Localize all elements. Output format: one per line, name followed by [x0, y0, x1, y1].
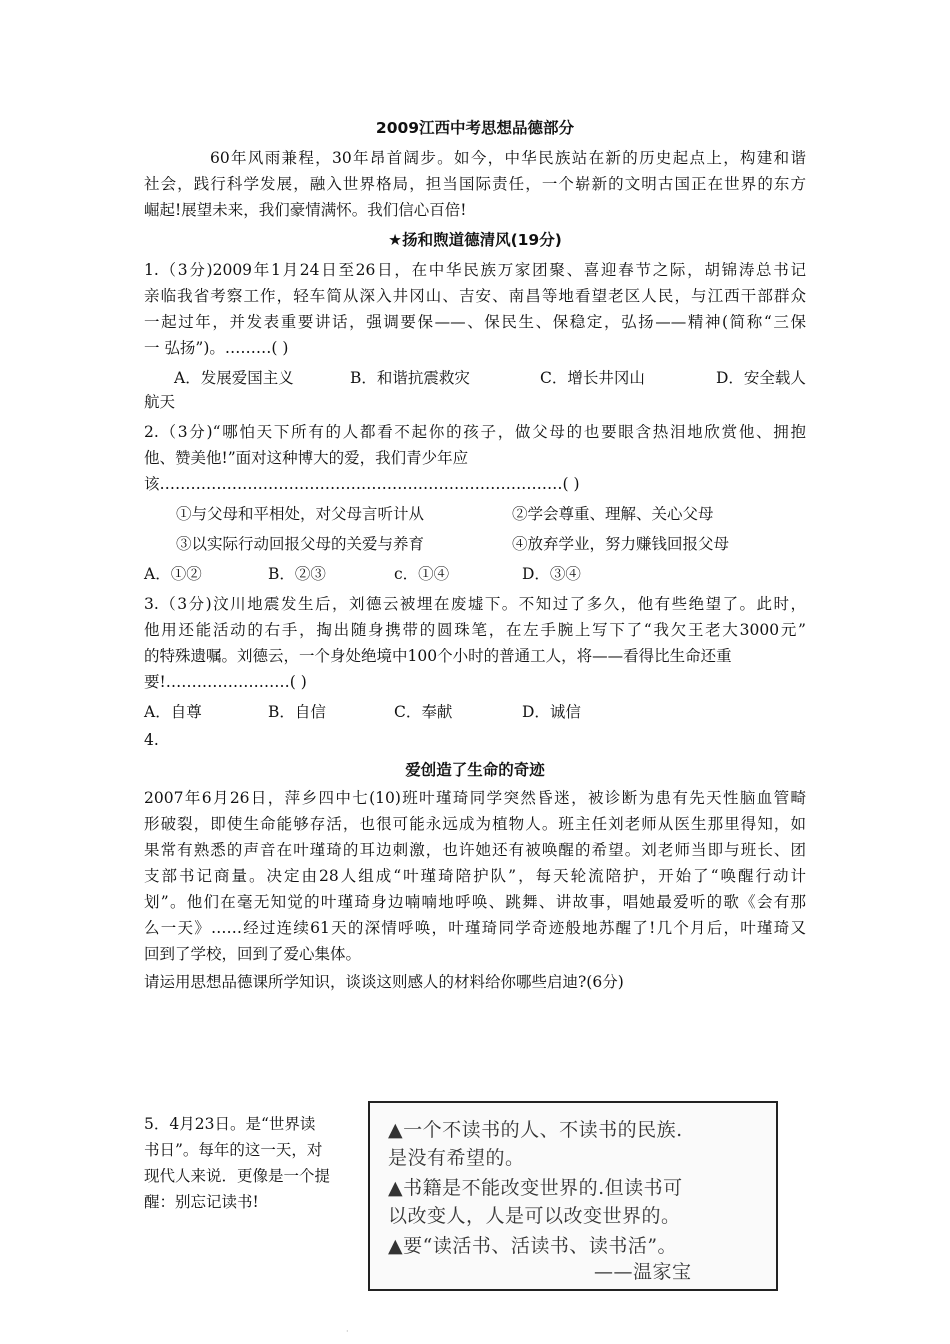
quote-attribution: ——温家宝: [594, 1261, 692, 1283]
q4-heading: 爱创造了生命的奇迹: [405, 761, 545, 779]
q3-option-b: B．自信: [268, 703, 326, 721]
q4-line: 划”。他们在毫无知觉的叶瑾琦身边喃喃地呼唤、跳舞、讲故事，唱她最爱听的歌《会有那: [144, 893, 806, 911]
q3-line: 3.（3分)汶川地震发生后，刘德云被埋在废墟下。不知过了多久，他有些绝望了。此时，: [144, 595, 806, 613]
q5-line: 5．4月23日。是“世界读: [144, 1115, 316, 1133]
q4-line: 形破裂，即使生命能够存活，也很可能永远成为植物人。班主任刘老师从医生那里得知，如: [144, 815, 806, 833]
page-mark: ·: [346, 1327, 349, 1336]
q4-number: 4.: [144, 731, 159, 749]
q4-line: 回到了学校，回到了爱心集体。: [144, 945, 362, 963]
q4-line: 果常有熟悉的声音在叶瑾琦的耳边刺激，也许她还有被唤醒的希望。刘老师当即与班长、团: [144, 841, 806, 859]
section-heading: ★扬和煦道德清风(19分): [388, 231, 562, 249]
q2-option-c: c．①④: [394, 565, 450, 583]
q2-item: ④放弃学业，努力赚钱回报父母: [512, 535, 730, 553]
quote-line: 以改变人，人是可以改变世界的。: [388, 1205, 681, 1227]
q1-option-d: D．安全载人: [716, 369, 806, 387]
q3-option-a: A．自尊: [144, 703, 202, 721]
quote-line: ▲书籍是不能改变世界的.但读书可: [388, 1177, 683, 1199]
q1-option-c: C．增长井冈山: [540, 369, 645, 387]
q1-line: 一 弘扬”)。………( ): [144, 339, 289, 357]
q2-line: 2.（3分)“哪怕天下所有的人都看不起你的孩子，做父母的也要眼含热泪地欣赏他、拥抱: [144, 423, 806, 441]
intro-line: 社会，践行科学发展，融入世界格局，担当国际责任，一个崭新的文明古国正在世界的东方: [144, 175, 806, 193]
q3-option-c: C．奉献: [394, 703, 453, 721]
q4-line: 2007年6月26日，萍乡四中七(10)班叶瑾琦同学突然昏迷，被诊断为患有先天性脑血管畸: [144, 789, 806, 807]
quote-line: ▲一个不读书的人、不读书的民族.: [388, 1119, 683, 1141]
q3-line: 的特殊遗嘱。刘德云，一个身处绝境中100个小时的普通工人，将——看得比生命还重: [144, 647, 732, 665]
quote-line: 是没有希望的。: [388, 1147, 525, 1169]
q3-line: 要!……………………( ): [144, 673, 307, 691]
q4-line: 支部书记商量。决定由28人组成“叶瑾琦陪护队”，每天轮流陪护，开始了“唤醒行动计: [144, 867, 806, 885]
q2-item: ①与父母和平相处，对父母言听计从: [176, 505, 425, 523]
quote-line: ▲要“读活书、活读书、读书活”。: [388, 1235, 678, 1257]
q5-line: 现代人来说．更像是一个提: [144, 1167, 331, 1185]
q3-line: 他用还能活动的右手，掏出随身携带的圆珠笔，在左手腕上写下了“我欠王老大3000元”: [144, 621, 806, 639]
q1-option-b: B．和谐抗震救灾: [350, 369, 470, 387]
q3-option-d: D．诚信: [522, 703, 581, 721]
q4-line: 么一天》……经过连续61天的深情呼唤，叶瑾琦同学奇迹般地苏醒了!几个月后，叶瑾琦又: [144, 919, 806, 937]
q5-line: 醒：别忘记读书!: [144, 1193, 259, 1211]
q1-option-wrap: 航天: [144, 393, 176, 411]
q2-line: 该……………………………………………………………………( ): [144, 475, 580, 493]
intro-line: 崛起!展望未来，我们豪情满怀。我们信心百倍!: [144, 201, 467, 219]
quote-box: [368, 1101, 778, 1291]
q1-option-a: A．发展爱国主义: [174, 369, 294, 387]
q1-line: 一起过年，并发表重要讲话，强调要保——、保民生、保稳定，弘扬——精神(简称“三保: [144, 313, 806, 331]
q1-line: 亲临我省考察工作，轻车简从深入井冈山、吉安、南昌等地看望老区人民，与江西干部群众: [144, 287, 806, 305]
q2-item: ②学会尊重、理解、关心父母: [512, 505, 714, 523]
q2-option-b: B．②③: [268, 565, 326, 583]
q2-line: 他、赞美他!”面对这种博大的爱，我们青少年应: [144, 449, 469, 467]
q4-prompt: 请运用思想品德课所学知识，谈谈这则感人的材料给你哪些启迪?(6分): [144, 973, 624, 991]
q1-line: 1.（3分)2009年1月24日至26日，在中华民族万家团聚、喜迎春节之际，胡锦涛总书记: [144, 261, 806, 279]
page-title: 2009江西中考思想品德部分: [375, 119, 575, 137]
q2-item: ③以实际行动回报父母的关爱与养育: [176, 535, 425, 553]
q5-line: 书日”。每年的这一天，对: [144, 1141, 323, 1159]
q2-option-a: A．①②: [144, 565, 202, 583]
q2-option-d: D．③④: [522, 565, 581, 583]
intro-line: 60年风雨兼程，30年昂首阔步。如今，中华民族站在新的历史起点上，构建和谐: [210, 149, 806, 167]
